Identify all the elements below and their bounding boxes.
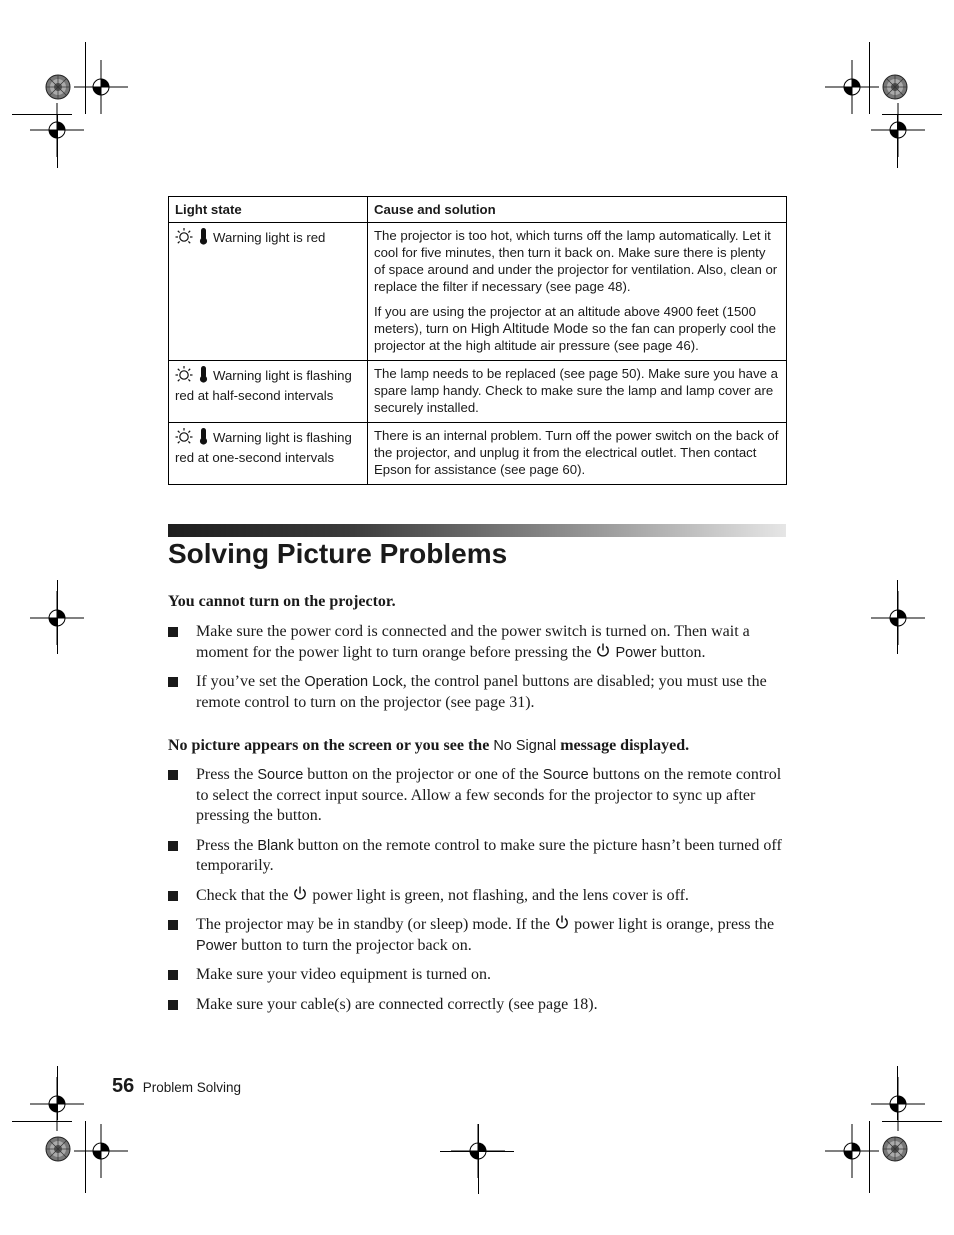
item-text: , the control panel buttons are disabled; you must use the remote control to turn on the projector (see page 31). xyxy=(196,673,767,711)
heading-text: No picture appears on the screen or you see the xyxy=(168,737,490,754)
color-rosette-icon xyxy=(882,74,908,100)
page-number: 56 xyxy=(112,1075,135,1097)
table-row xyxy=(169,223,787,361)
bullet-square-icon xyxy=(168,891,178,901)
item-text: Check that the xyxy=(196,886,289,904)
bullet-square-icon xyxy=(168,920,178,930)
bullet-square-icon xyxy=(168,770,178,780)
item-text: button on the projector or one of the xyxy=(307,766,539,783)
list-item xyxy=(168,672,784,713)
bullet-square-icon xyxy=(168,970,178,980)
button-name: Source xyxy=(542,767,589,783)
lamp-temp-warning-icon xyxy=(175,427,209,449)
column-header: Cause and solution xyxy=(368,197,787,223)
message-name: No Signal xyxy=(493,738,557,754)
page-footer xyxy=(112,1075,241,1098)
table-header-row xyxy=(169,197,787,223)
crosshair-mark-icon xyxy=(74,1124,128,1178)
item-text: The projector may be in standby (or sleep) mode. If the xyxy=(196,916,551,933)
cause-cell xyxy=(368,423,787,485)
heading-text: message displayed. xyxy=(560,737,690,754)
crosshair-mark-icon xyxy=(871,1077,925,1131)
column-header: Light state xyxy=(169,197,368,223)
list-item xyxy=(168,915,784,956)
solution-list xyxy=(168,765,784,1024)
crosshair-mark-icon xyxy=(871,591,925,645)
lamp-temp-warning-icon xyxy=(175,227,209,249)
crosshair-mark-icon xyxy=(825,1124,879,1178)
footer-section-name: Problem Solving xyxy=(142,1080,241,1095)
light-state-cell xyxy=(169,423,368,485)
cause-paragraph xyxy=(374,303,780,354)
light-state-text: Warning light is flashing red at half-second intervals xyxy=(175,368,352,403)
button-name: Power xyxy=(615,644,657,661)
color-rosette-icon xyxy=(882,1136,908,1162)
list-item xyxy=(168,836,784,877)
power-icon xyxy=(293,886,307,901)
cause-cell xyxy=(368,361,787,423)
lamp-temp-warning-icon xyxy=(175,365,209,387)
button-name: Source xyxy=(257,767,304,783)
button-name: Blank xyxy=(257,837,294,854)
cause-text: If you are using the projector at an altitude above 4900 feet (1500 meters), turn on xyxy=(374,304,756,336)
light-state-text: Warning light is red xyxy=(213,230,326,245)
solution-list xyxy=(168,622,784,722)
problem-heading: You cannot turn on the projector. xyxy=(168,593,396,610)
item-text: power light is green, not flashing, and the lens cover is off. xyxy=(312,886,689,904)
menu-setting-name: High Altitude Mode xyxy=(470,320,589,336)
list-item xyxy=(168,995,784,1016)
cause-paragraph: The lamp needs to be replaced (see page 50). Make sure you have a spare lamp handy. Check to make sure the lamp and lamp cover are securely installed. xyxy=(374,366,778,415)
light-state-cell xyxy=(169,223,368,361)
button-name: Power xyxy=(196,937,238,954)
table-row xyxy=(169,423,787,485)
power-icon xyxy=(555,915,569,930)
item-text: Make sure your cable(s) are connected correctly (see page 18). xyxy=(196,995,598,1013)
light-state-cell xyxy=(169,361,368,423)
power-icon xyxy=(596,643,610,658)
color-rosette-icon xyxy=(45,1136,71,1162)
list-item xyxy=(168,886,784,907)
setting-name: Operation Lock xyxy=(304,674,403,690)
cause-text: so the fan can properly cool the projector at the high altitude air pressure (see page 46). xyxy=(374,321,776,353)
item-text: buttons on the remote control to select the correct input source. Allow a few seconds for the projector to sync up after pressing the button. xyxy=(196,766,782,824)
item-text: button. xyxy=(660,643,706,661)
item-text: Press the xyxy=(196,766,254,783)
cause-paragraph: The projector is too hot, which turns off the lamp automatically. Let it cool for five minutes, then turn it back on. Make sure there is plenty of space around and under the projector for ventilation. Also, clean or replace the filter if necessary (see page 48). xyxy=(374,228,778,294)
list-item xyxy=(168,622,784,663)
light-state-text: Warning light is flashing red at one-second intervals xyxy=(175,430,352,465)
item-text: button on the remote control to make sure the picture hasn’t been turned off temporarily. xyxy=(196,836,782,874)
color-rosette-icon xyxy=(45,74,71,100)
list-item xyxy=(168,965,784,986)
item-text: Make sure the power cord is connected and the power switch is turned on. Then wait a moment for the power light to turn orange before pressing the xyxy=(196,623,750,661)
item-text: Press the xyxy=(196,836,254,854)
cause-paragraph: There is an internal problem. Turn off the power switch on the back of the projector, and unplug it from the electrical outlet. Then contact Epson for assistance (see page 60). xyxy=(374,428,779,477)
light-status-table xyxy=(168,196,787,485)
problem-heading xyxy=(168,736,689,756)
bullet-square-icon xyxy=(168,677,178,687)
item-text: button to turn the projector back on. xyxy=(241,936,472,954)
list-item xyxy=(168,765,784,827)
bullet-square-icon xyxy=(168,627,178,637)
item-text: power light is orange, press the xyxy=(574,916,775,933)
table-row xyxy=(169,361,787,423)
crosshair-mark-icon xyxy=(871,103,925,157)
bullet-square-icon xyxy=(168,1000,178,1010)
bullet-square-icon xyxy=(168,841,178,851)
item-text: Make sure your video equipment is turned on. xyxy=(196,966,492,983)
section-title: Solving Picture Problems xyxy=(168,538,508,569)
cause-cell xyxy=(368,223,787,361)
item-text: If you’ve set the xyxy=(196,673,301,690)
